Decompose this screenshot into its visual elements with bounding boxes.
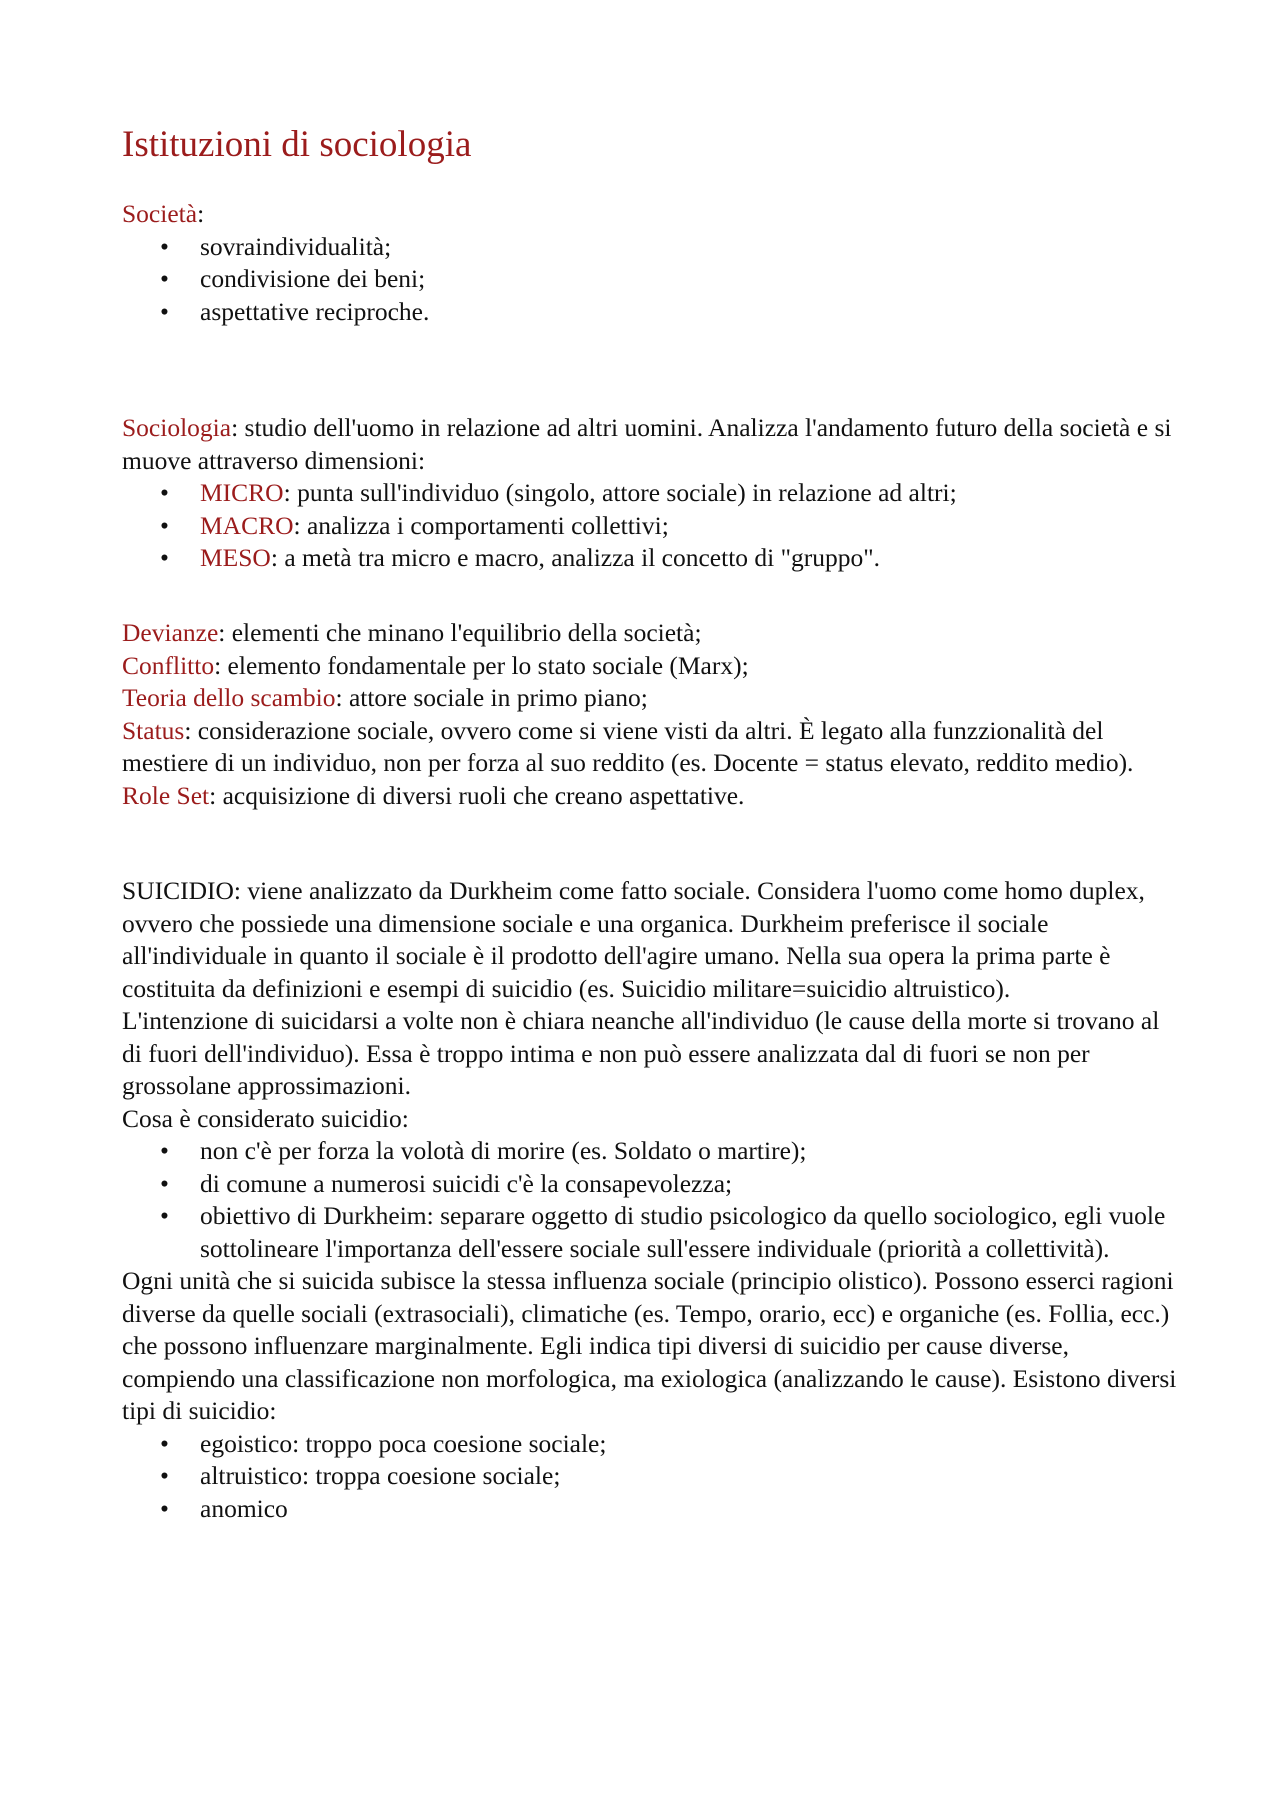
term-macro: MACRO (200, 510, 294, 540)
bullet-icon: • (160, 296, 169, 326)
bullet-icon: • (160, 478, 169, 507)
list-item-macro (122, 510, 1182, 543)
bullet-icon: • (160, 1168, 169, 1198)
list-item-meso (122, 542, 1182, 575)
list-item (122, 263, 1182, 296)
definition-text: : elementi che minano l'equilibrio della società; (218, 618, 702, 647)
list-item-text: : a metà tra micro e macro, analizza il concetto di "gruppo". (270, 543, 881, 572)
section-definitions (122, 617, 1182, 812)
list-item-text: altruistico: troppa coesione sociale; (200, 1461, 561, 1490)
list-item (122, 296, 1182, 329)
list-item (122, 1168, 1182, 1201)
suicidio-paragraph-1: SUICIDIO: viene analizzato da Durkheim come fatto sociale. Considera l'uomo come homo duplex, ovvero che possiede una dimensione sociale e una organica. Durkheim preferisce il sociale all'individuale in quanto il sociale è il prodotto dell'agire umano. Nella sua opera la prima parte è costituita da definizioni e esempi di suicidio (es. Suicidio militare=suicidio altruistico). (122, 876, 1145, 1003)
list-item (122, 1493, 1182, 1526)
bullet-icon: • (160, 510, 169, 540)
suicidio-paragraph-4: Ogni unità che si suicida subisce la stessa influenza sociale (principio olistico). Possono esserci ragioni diverse da quelle sociali (extrasociali), climatiche (es. Tempo, orario, ecc) e organiche (es. Follia, ecc.) che possono influenzare marginalmente. Egli indica tipi diversi di suicidio per cause diverse, compiendo una classificazione non morfologica, ma exiologica (analizzando le cause). Esistono diversi tipi di suicidio: (122, 1266, 1177, 1425)
sociologia-text: : studio dell'uomo in relazione ad altri uomini. Analizza l'andamento futuro della società e si muove attraverso dimensioni: (122, 413, 1172, 475)
term-role-set: Role Set (122, 780, 210, 810)
definition-text: : attore sociale in primo piano; (335, 683, 648, 712)
list-item (122, 1460, 1182, 1493)
list-item-text: sovraindividualità; (200, 231, 392, 261)
bullet-icon: • (160, 1201, 169, 1230)
list-item-text: obiettivo di Durkheim: separare oggetto di studio psicologico da quello sociologico, egli vuole sottolineare l'importanza dell'essere sociale sull'essere individuale (priorità a collettività). (200, 1201, 1166, 1263)
term-societa: Società (122, 199, 198, 228)
societa-colon: : (197, 199, 205, 228)
dimensions-list (122, 477, 1182, 575)
term-sociologia: Sociologia (122, 413, 232, 442)
definition-text: : acquisizione di diversi ruoli che creano aspettative. (209, 780, 745, 810)
document-title: Istituzioni di sociologia (122, 124, 472, 165)
list-item-text: condivisione dei beni; (200, 264, 426, 293)
societa-heading (122, 198, 1182, 231)
suicidio-paragraph-3: Cosa è considerato suicidio: (122, 1103, 409, 1133)
list-item-text: anomico (200, 1493, 288, 1523)
term-devianze: Devianze (122, 618, 219, 647)
list-item-text: di comune a numerosi suicidi c'è la consapevolezza; (200, 1168, 733, 1198)
list-item-text: egoistico: troppo poca coesione sociale; (200, 1428, 607, 1458)
list-item-text: : analizza i comportamenti collettivi; (293, 510, 669, 540)
sociologia-paragraph (122, 412, 1182, 477)
definition-text: : considerazione sociale, ovvero come si viene visti da altri. È legato alla funzzionalità del mestiere di un individuo, non per forza al suo reddito (es. Docente = status elevato, reddito medio). (122, 715, 1134, 777)
term-teoria-scambio: Teoria dello scambio (122, 683, 336, 712)
section-suicidio (122, 875, 1182, 1525)
section-sociologia (122, 412, 1182, 575)
suicidio-criteria-list (122, 1135, 1182, 1265)
definition-conflitto (122, 650, 1182, 683)
list-item (122, 1135, 1182, 1168)
list-item (122, 231, 1182, 264)
bullet-icon: • (160, 1428, 169, 1458)
definition-devianze (122, 617, 1182, 650)
list-item-micro (122, 477, 1182, 510)
bullet-icon: • (160, 1136, 169, 1165)
list-item (122, 1200, 1182, 1265)
bullet-icon: • (160, 264, 169, 293)
term-status: Status (122, 715, 185, 745)
term-meso: MESO (200, 543, 271, 572)
section-societa (122, 198, 1182, 328)
bullet-icon: • (160, 1493, 169, 1523)
list-item (122, 1428, 1182, 1461)
bullet-icon: • (160, 543, 169, 572)
list-item-text: : punta sull'individuo (singolo, attore sociale) in relazione ad altri; (283, 478, 957, 507)
definition-teoria-scambio (122, 682, 1182, 715)
definition-text: : elemento fondamentale per lo stato sociale (Marx); (214, 650, 749, 680)
list-item-text: non c'è per forza la volotà di morire (es. Soldato o martire); (200, 1136, 807, 1165)
bullet-icon: • (160, 231, 169, 261)
term-conflitto: Conflitto (122, 650, 215, 680)
list-item-text: aspettative reciproche. (200, 296, 430, 326)
term-micro: MICRO (200, 478, 284, 507)
bullet-icon: • (160, 1461, 169, 1490)
suicidio-types-list (122, 1428, 1182, 1526)
suicidio-paragraph-2: L'intenzione di suicidarsi a volte non è chiara neanche all'individuo (le cause della morte si trovano al di fuori dell'individuo). Essa è troppo intima e non può essere analizzata dal di fuori se non per grossolane approssimazioni. (122, 1006, 1160, 1100)
definition-status (122, 715, 1182, 780)
definition-role-set (122, 780, 1182, 813)
societa-list (122, 231, 1182, 329)
